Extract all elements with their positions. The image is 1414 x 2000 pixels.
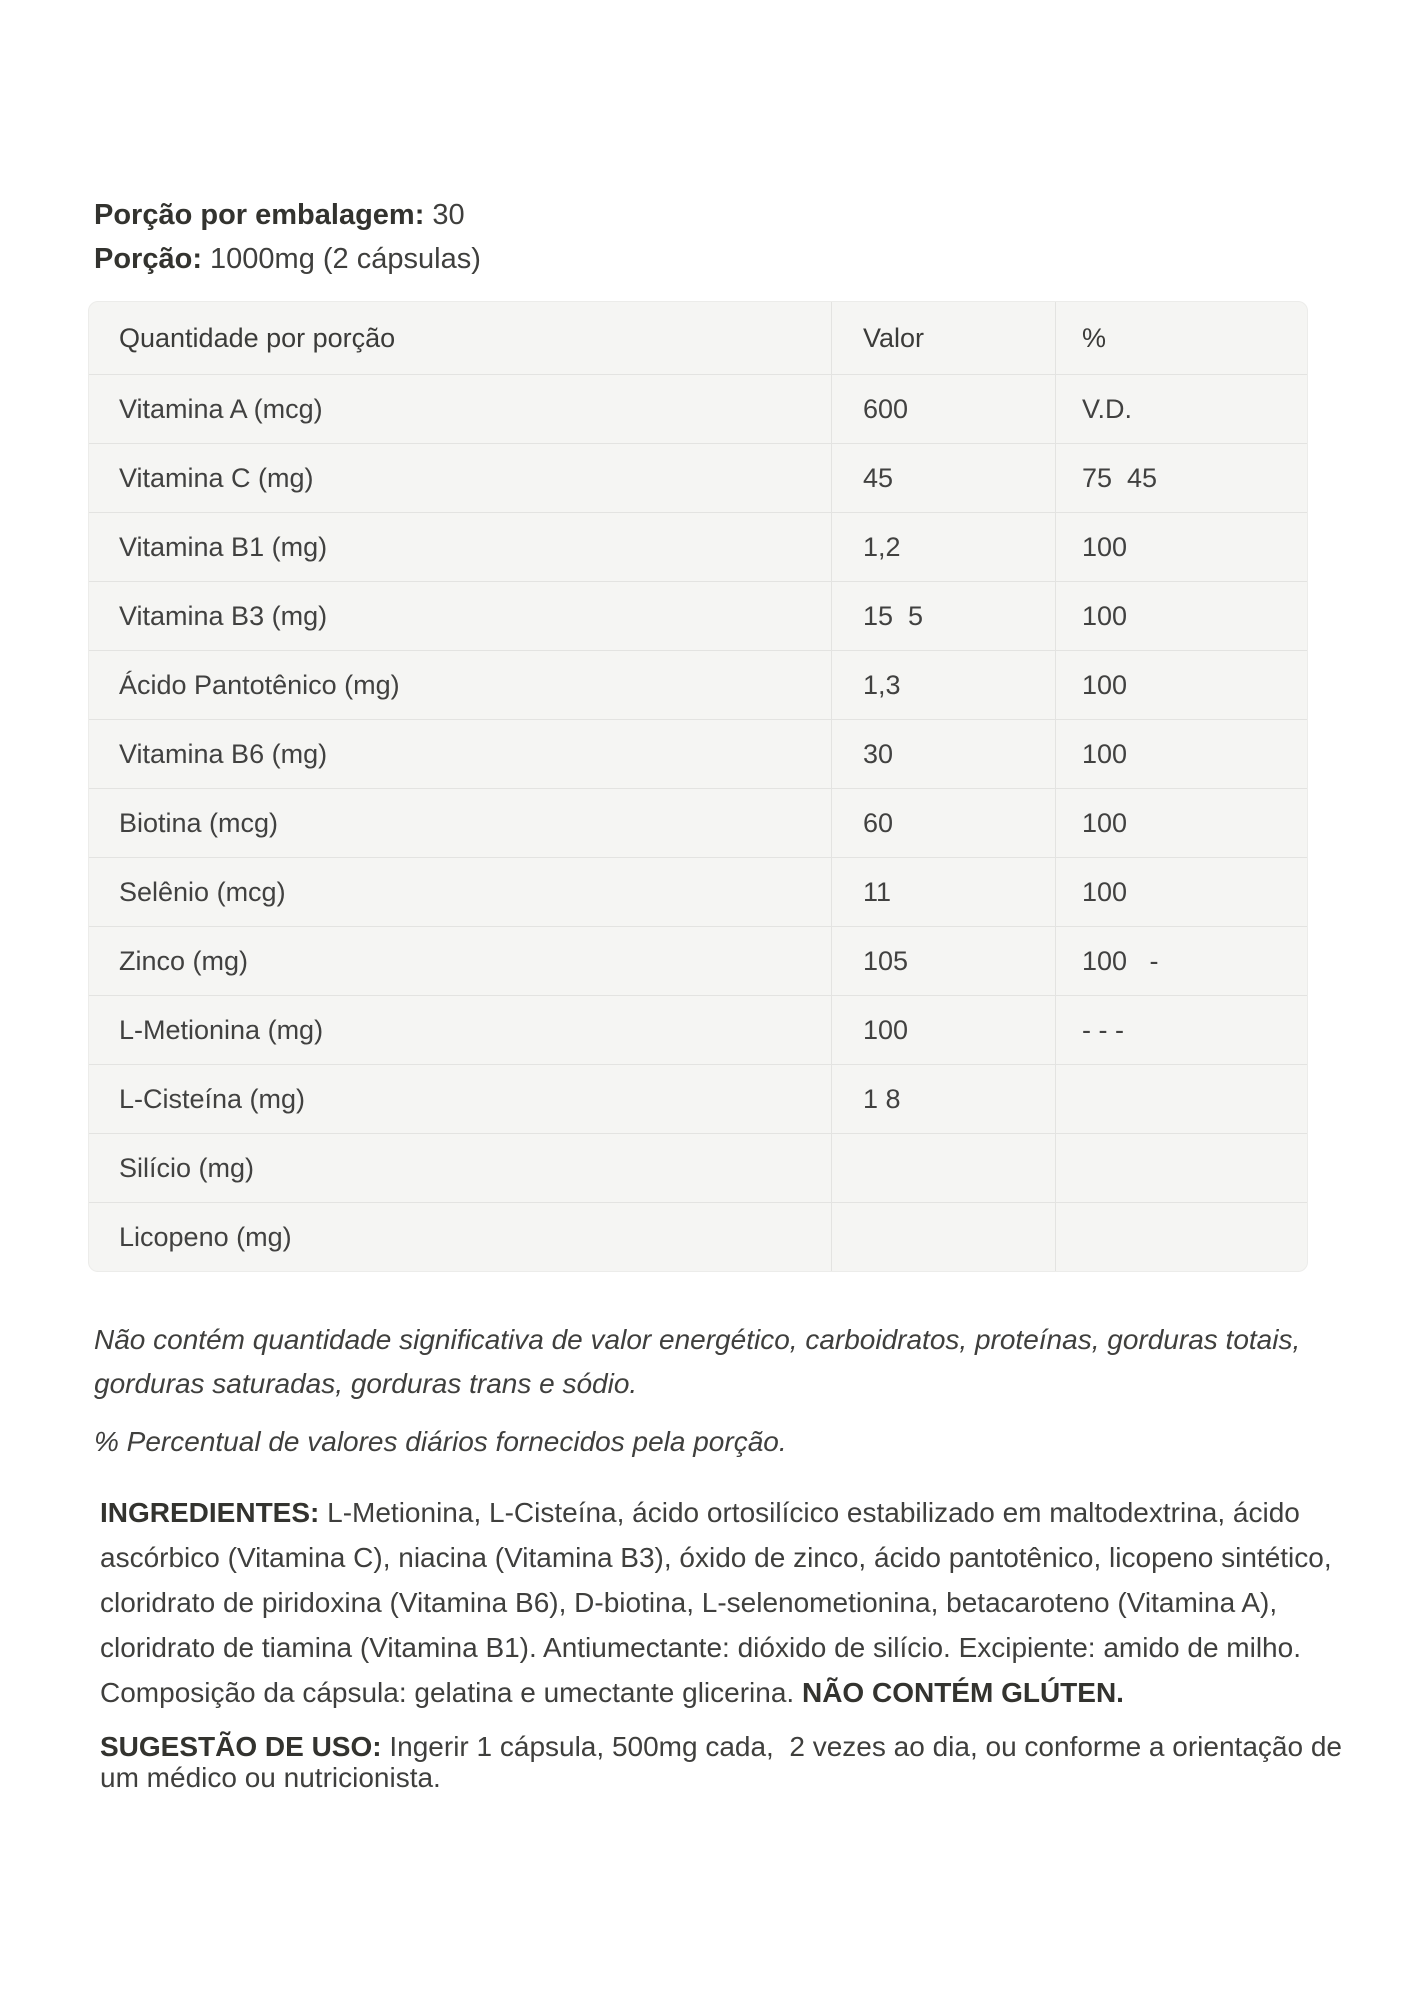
- nutrient-percent: [1055, 1134, 1307, 1202]
- table-row: [89, 857, 1307, 926]
- nutrient-value: 100: [831, 996, 1055, 1064]
- servings-per-package: [94, 193, 1414, 237]
- servings-per-package-value: 30: [424, 199, 465, 231]
- portion-size-value: 1000mg (2 cápsulas): [201, 243, 481, 275]
- note-daily-values: % Percentual de valores diários fornecidos pela porção.: [94, 1426, 787, 1457]
- nutrient-name: Silício (mg): [119, 1152, 255, 1183]
- nutrient-percent: 75 45: [1055, 444, 1307, 512]
- nutrition-table: [88, 301, 1308, 1272]
- nutrient-percent: 100: [1055, 582, 1307, 650]
- usage-label: SUGESTÃO DE USO:: [100, 1731, 382, 1762]
- table-row: [89, 512, 1307, 581]
- gluten-free-statement: NÃO CONTÉM GLÚTEN.: [801, 1677, 1124, 1708]
- table-header-row: [89, 302, 1307, 374]
- nutrient-name: Vitamina B3 (mg): [119, 600, 328, 631]
- nutrient-percent: 100: [1055, 513, 1307, 581]
- nutrient-name: Selênio (mcg): [119, 876, 286, 907]
- portion-size-label: Porção:: [94, 243, 202, 275]
- portion-size: [94, 237, 1414, 281]
- nutrient-name: Zinco (mg): [119, 945, 249, 976]
- nutrient-percent: 100: [1055, 720, 1307, 788]
- usage-text: Ingerir 1 cápsula, 500mg cada, 2 vezes ao dia, ou conforme a orientação de um médico ou nutricionista.: [100, 1731, 1350, 1793]
- table-row: [89, 926, 1307, 995]
- nutrient-value: [831, 1203, 1055, 1271]
- nutrient-name: Vitamina C (mg): [119, 462, 314, 493]
- column-header-quantity: Quantidade por porção: [119, 322, 396, 353]
- ingredients-text: L-Metionina, L-Cisteína, ácido ortosilícico estabilizado em maltodextrina, ácido ascórbico (Vitamina C), niacina (Vitamina B3), óxido de zinco, ácido pantotênico, licopeno sintético, cloridrato de piridoxina (Vitamina B6), D-biotina, L-selenometionina, betacaroteno (Vitamina A), cloridrato de tiamina (Vitamina B1). Antiumectante: dióxido de silício. Excipiente: amido de milho. Composição da cápsula: gelatina e umectante glicerina.: [100, 1497, 1340, 1708]
- ingredients-label: INGREDIENTES:: [100, 1497, 320, 1528]
- usage-paragraph: [100, 1731, 1350, 1793]
- servings-per-package-label: Porção por embalagem:: [94, 199, 425, 231]
- nutrient-value: 105: [831, 927, 1055, 995]
- nutrient-name: Licopeno (mg): [119, 1221, 292, 1252]
- nutrient-name: Biotina (mcg): [119, 807, 279, 838]
- nutrient-value: 1 8: [831, 1065, 1055, 1133]
- nutrient-value: 15 5: [831, 582, 1055, 650]
- nutrient-name: Vitamina B1 (mg): [119, 531, 328, 562]
- nutrient-percent: V.D.: [1055, 375, 1307, 443]
- nutrient-percent: 100: [1055, 651, 1307, 719]
- nutrient-value: 11: [831, 858, 1055, 926]
- nutrient-value: 1,2: [831, 513, 1055, 581]
- nutrient-value: 600: [831, 375, 1055, 443]
- nutrient-value: 1,3: [831, 651, 1055, 719]
- table-row: [89, 581, 1307, 650]
- table-body: [89, 374, 1307, 1271]
- table-row: [89, 788, 1307, 857]
- table-row: [89, 1064, 1307, 1133]
- nutrient-name: Vitamina B6 (mg): [119, 738, 328, 769]
- column-header-percent: %: [1055, 302, 1307, 374]
- nutrient-percent: 100 -: [1055, 927, 1307, 995]
- nutrient-value: [831, 1134, 1055, 1202]
- ingredients-paragraph: [100, 1490, 1346, 1715]
- table-row: [89, 719, 1307, 788]
- nutrient-percent: 100: [1055, 858, 1307, 926]
- serving-info: [94, 193, 1414, 281]
- nutrient-name: L-Cisteína (mg): [119, 1083, 306, 1114]
- nutrient-percent: [1055, 1065, 1307, 1133]
- table-row: [89, 443, 1307, 512]
- nutrient-name: Ácido Pantotênico (mg): [119, 669, 400, 700]
- note-no-significant-amounts: Não contém quantidade significativa de valor energético, carboidratos, proteínas, gorduras totais, gorduras saturadas, gorduras trans e sódio.: [94, 1324, 1301, 1399]
- nutrient-percent: 100: [1055, 789, 1307, 857]
- table-row: [89, 995, 1307, 1064]
- nutrient-name: Vitamina A (mcg): [119, 393, 323, 424]
- table-row: [89, 374, 1307, 443]
- nutrient-percent: [1055, 1203, 1307, 1271]
- column-header-value: Valor: [831, 302, 1055, 374]
- table-row: [89, 1133, 1307, 1202]
- table-row: [89, 650, 1307, 719]
- table-row: [89, 1202, 1307, 1271]
- nutrient-name: L-Metionina (mg): [119, 1014, 324, 1045]
- nutrient-value: 45: [831, 444, 1055, 512]
- nutrient-value: 30: [831, 720, 1055, 788]
- nutrient-percent: - - -: [1055, 996, 1307, 1064]
- nutrient-value: 60: [831, 789, 1055, 857]
